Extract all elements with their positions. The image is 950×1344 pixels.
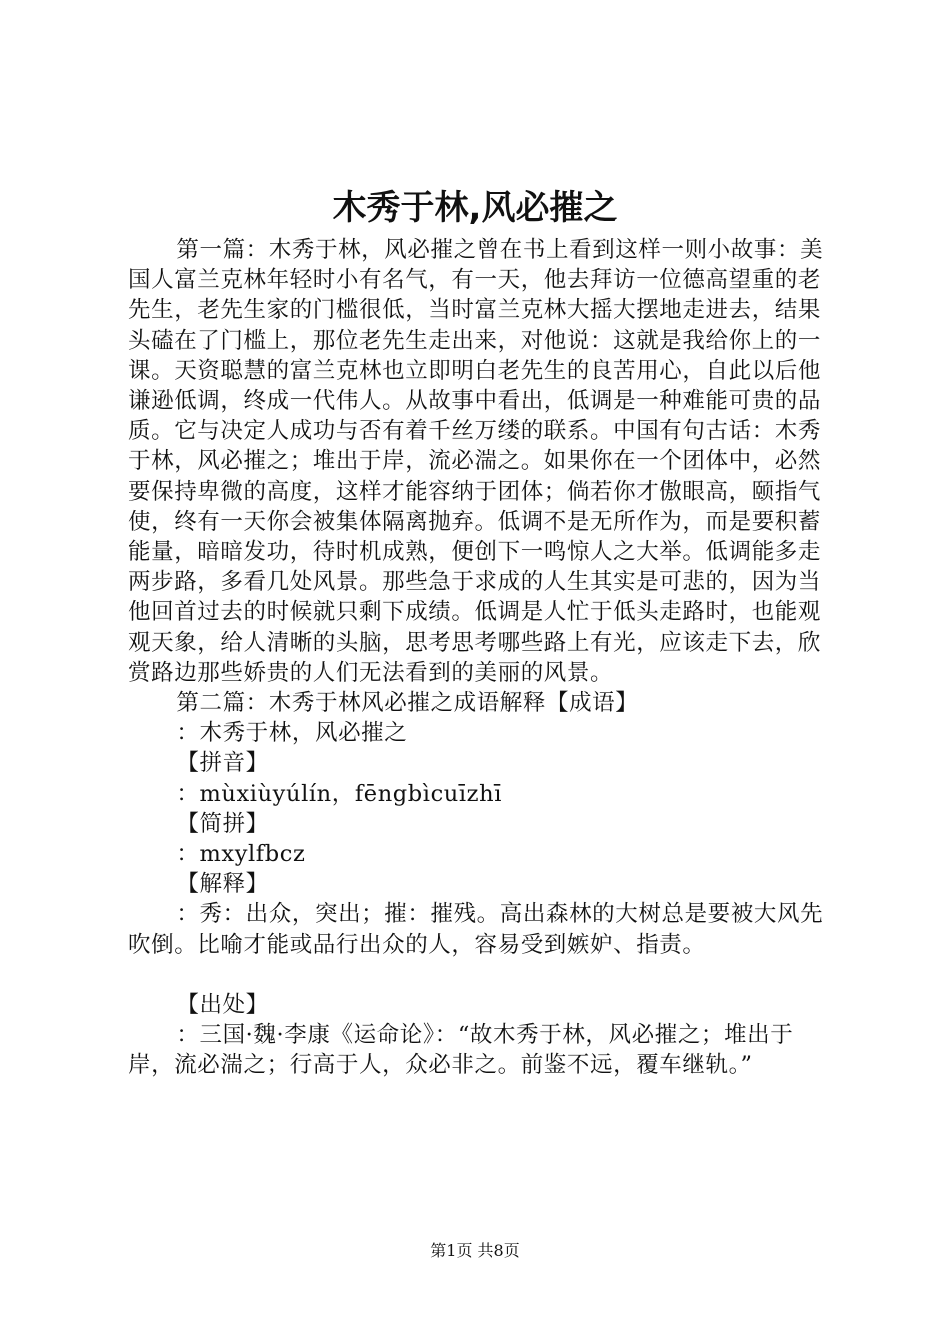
- paragraph-source-value: ：三国·魏·李康《运命论》：“故木秀于林，风必摧之；堆出于岸，流必湍之；行高于人，众必非之。前鉴不远，覆车继轨。”: [128, 1022, 794, 1079]
- paragraph-abbreviation-heading: 【简拼】: [176, 810, 269, 837]
- page-footer: [0, 1240, 950, 1262]
- paragraph-pinyin-value: ：mùxiùyúlín，fēngbìcuīzhī: [176, 780, 503, 807]
- paragraph-pinyin-heading: 【拼音】: [176, 750, 269, 777]
- paragraph-explanation-value: ：秀：出众，突出；摧：摧残。高出森林的大树总是要被大风先吹倒。比喻才能或品行出众的人，容易受到嫉妒、指责。: [128, 901, 824, 958]
- paragraph-source-heading: 【出处】: [176, 992, 269, 1019]
- paragraph-idiom-value: ：木秀于林，风必摧之: [176, 720, 408, 747]
- page-number: 第1页: [430, 1241, 473, 1260]
- paragraph-second-article-heading: 第二篇：木秀于林风必摧之成语解释【成语】: [176, 690, 639, 717]
- paragraph-abbreviation-value: ：mxylfbcz: [176, 841, 306, 868]
- paragraph-first-article: 第一篇：木秀于林，风必摧之曾在书上看到这样一则小故事：美国人富兰克林年轻时小有名气，有一天，他去拜访一位德高望重的老先生，老先生家的门槛很低，当时富兰克林大摇大摆地走进去，结果头磕在了门槛上，那位老先生走出来，对他说：这就是我给你上的一课。天资聪慧的富兰克林也立即明白老先生的良苦用心，自此以后他谦逊低调，终成一代伟人。从故事中看出，低调是一种难能可贵的品质。它与决定人成功与否有着千丝万缕的联系。中国有句古话：木秀于林，风必摧之；堆出于岸，流必湍之。如果你在一个团体中，必然要保持卑微的高度，这样才能容纳于团体；倘若你才傲眼高，颐指气使，终有一天你会被集体隔离抛弃。低调不是无所作为，而是要积蓄能量，暗暗发功，待时机成熟，便创下一鸣惊人之大举。低调能多走两步路，多看几处风景。那些急于求成的人生其实是可悲的，因为当他回首过去的时候就只剩下成绩。低调是人忙于低头走路时，也能观观天象，给人清晰的头脑，思考思考哪些路上有光，应该走下去，欣赏路边那些娇贵的人们无法看到的美丽的风景。: [128, 237, 824, 686]
- paragraph-blank: [128, 960, 838, 990]
- document-title: 木秀于林,风必摧之: [332, 188, 618, 228]
- document-body: [128, 235, 838, 1081]
- page-total: 共8页: [477, 1241, 520, 1260]
- paragraph-explanation-heading: 【解释】: [176, 871, 269, 898]
